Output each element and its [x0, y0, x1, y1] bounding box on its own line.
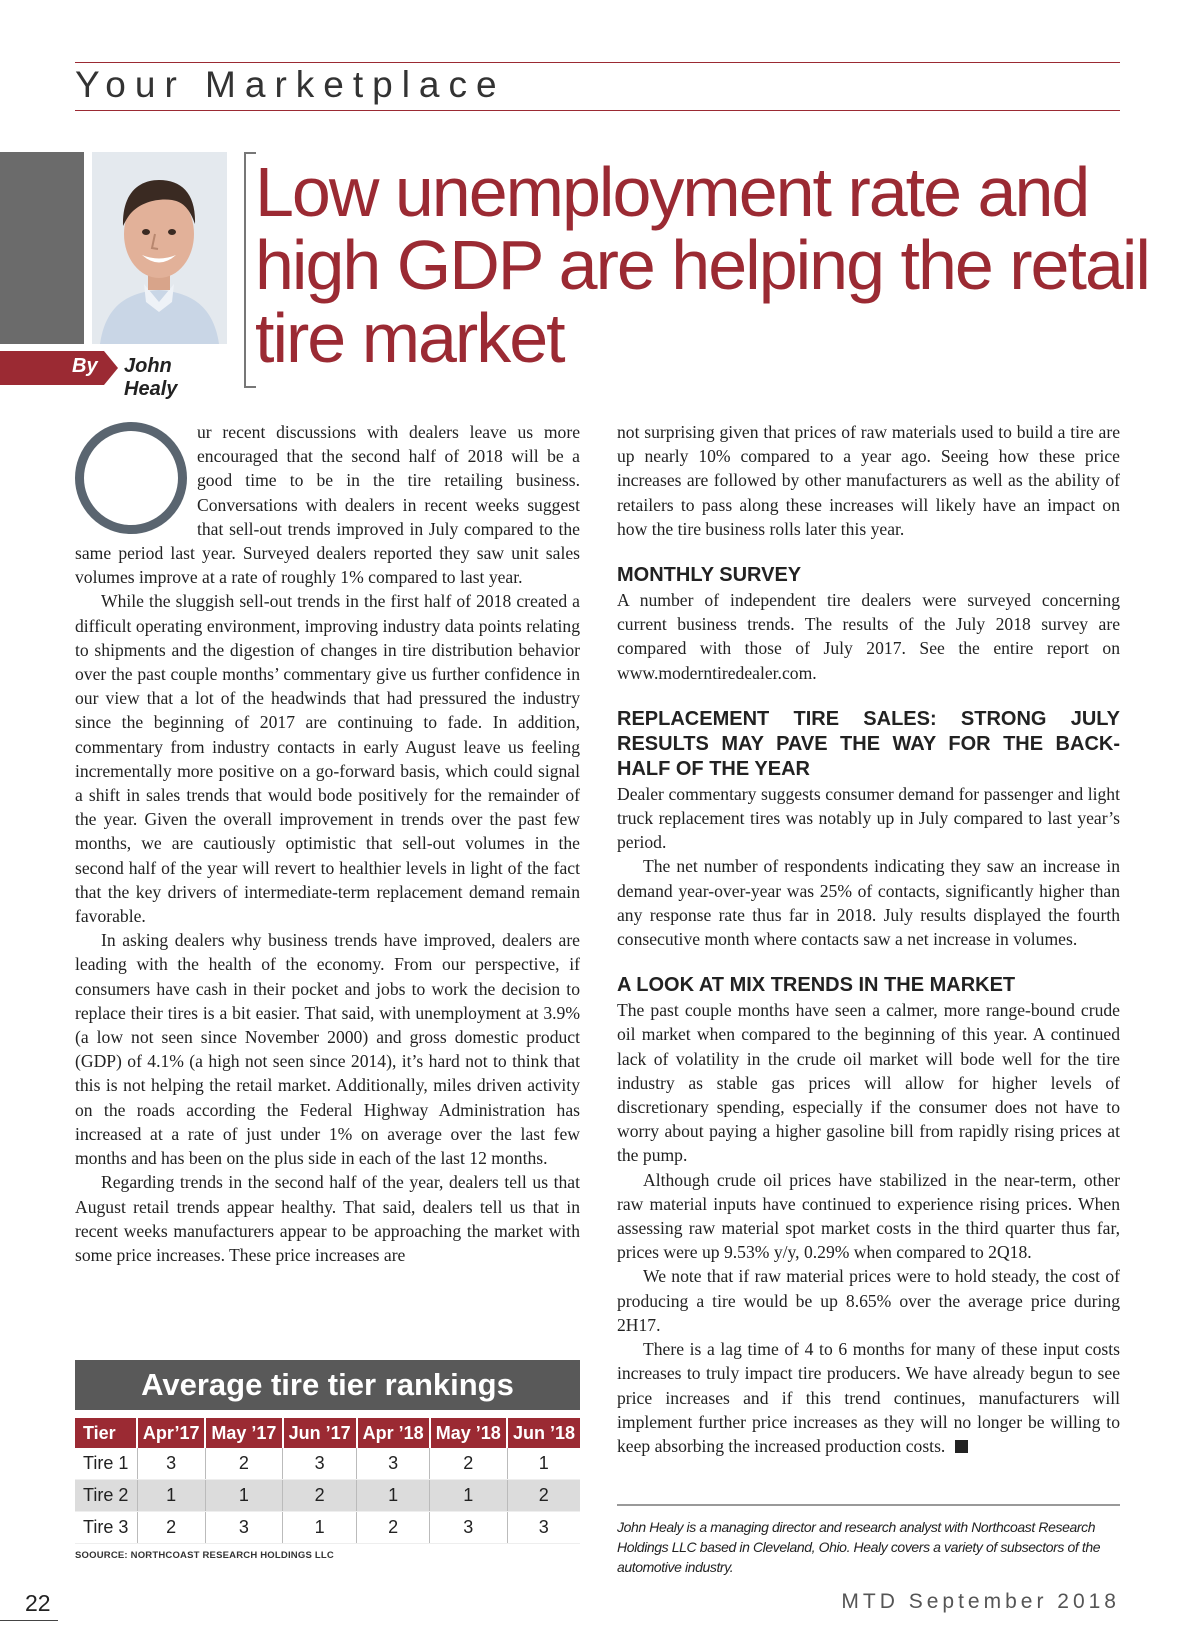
page-number-rule [0, 1620, 58, 1621]
table-cell: 1 [430, 1480, 508, 1512]
table-cell: 1 [205, 1480, 283, 1512]
headline: Low unemployment rate and high GDP are helping the retail tire market [255, 153, 1149, 377]
table-header-cell: Jun ’17 [283, 1418, 357, 1448]
table-cell: 1 [357, 1480, 430, 1512]
byline-arrow-icon [104, 351, 118, 385]
table-cell: Tire 3 [75, 1512, 137, 1544]
paragraph: The past couple months have seen a calmer, more range-bound crude oil market when compared to the beginning of this year. A continued lack of volatility in the crude oil market will bode well for the tire industry as stable gas prices will allow for higher levels of discretionary spending, especially if the consumer does not have to worry about paying a higher gasoline bill from rapidly rising prices at the pump. [617, 1000, 1120, 1166]
table-source: SOOURCE: NORTHCOAST RESEARCH HOLDINGS LLC [75, 1550, 334, 1561]
article-column-2 [617, 420, 1120, 1458]
table-cell: 3 [430, 1512, 508, 1544]
article-column-1 [75, 420, 580, 1267]
byline-by-label: By [72, 355, 98, 377]
table-cell: 2 [507, 1480, 580, 1512]
paragraph [617, 1337, 1120, 1458]
table-header-cell: Apr’17 [137, 1418, 205, 1448]
table-row [75, 1512, 580, 1544]
table-cell: 3 [137, 1448, 205, 1480]
paragraph: Although crude oil prices have stabilized in the near-term, other raw material inputs have continued to experience rising prices. When assessing raw material spot market costs in the third quarter thus far, prices were up 9.53% y/y, 0.29% when compared to 2Q18. [617, 1169, 1120, 1263]
paragraph: We note that if raw material prices were to hold steady, the cost of producing a tire would be up 8.65% over the average price during 2H17. [617, 1266, 1120, 1335]
byline [0, 351, 227, 400]
table-row [75, 1448, 580, 1480]
publication-footer: MTD September 2018 [841, 1590, 1120, 1613]
subheading-monthly-survey: MONTHLY SURVEY [617, 564, 802, 587]
table-cell: 3 [507, 1512, 580, 1544]
table-header-cell: Tier [75, 1418, 137, 1448]
table-header-row [75, 1418, 580, 1448]
table-cell: 1 [507, 1448, 580, 1480]
end-mark-icon [955, 1440, 968, 1453]
table-cell: 3 [357, 1448, 430, 1480]
bio-divider [617, 1504, 1120, 1506]
table-cell: 2 [137, 1512, 205, 1544]
subheading-mix-trends: A LOOK AT MIX TRENDS IN THE MARKET [617, 974, 1016, 997]
table-cell: 2 [357, 1512, 430, 1544]
table-cell: Tire 2 [75, 1480, 137, 1512]
paragraph: Regarding trends in the second half of the year, dealers tell us that August retail trends appear healthy. That said, dealers tell us that in recent weeks manufacturers appear to be approaching the market with some price increases. These price increases are [75, 1172, 580, 1265]
table-cell: 3 [205, 1512, 283, 1544]
paragraph: The net number of respondents indicating they saw an increase in demand year-over-year was 25% of contacts, significantly higher than any response rate thus far in 2018. July results displayed the fourth consecutive month where contacts saw a net increase in volumes. [617, 856, 1120, 950]
table-cell: 2 [430, 1448, 508, 1480]
page-number: 22 [25, 1590, 51, 1616]
drop-cap [75, 422, 187, 534]
subheading-replacement-tire-sales: REPLACEMENT TIRE SALES: STRONG JULY RESULTS MAY PAVE THE WAY FOR THE BACK-HALF OF THE YEAR [617, 707, 1120, 780]
table-cell: 1 [137, 1480, 205, 1512]
header-bottom-rule [75, 110, 1120, 111]
table-cell: 2 [205, 1448, 283, 1480]
header-top-rule [75, 62, 1120, 63]
section-title: Your Marketplace [75, 64, 506, 105]
paragraph: A number of independent tire dealers were surveyed concerning current business trends. The results of the July 2018 survey are compared with those of July 2017. See the entire report on www.moderntiredealer.com. [617, 590, 1120, 683]
table-row [75, 1480, 580, 1512]
table-cell: 2 [283, 1480, 357, 1512]
table-header-cell: May ’17 [205, 1418, 283, 1448]
author-bio: John Healy is a managing director and research analyst with Northcoast Research Holdings LLC based in Cleveland, Ohio. Healy covers a variety of subsectors of the automotive industry. [617, 1519, 1101, 1575]
paragraph [75, 420, 580, 589]
table-cell: 1 [283, 1512, 357, 1544]
paragraph: While the sluggish sell-out trends in the first half of 2018 created a difficult operating environment, improving industry data points relating to shipments and the digestion of changes in tire distribution behavior over the past couple months’ commentary give us further confidence in our view that a lot of the headwinds that had pressured the industry since the beginning of 2017 are continuing to fade. In addition, commentary from industry contacts in early August leave us feeling incrementally more positive on a go-forward basis, which could signal a shift in sales trends that would bode positively for the remainder of the year. Given the overall improvement in trends over the past few months, we are cautiously optimistic that sell-out volumes in the second half of the year will revert to healthier levels in light of the fact that the key drivers of intermediate-term replacement demand remain favorable. [75, 591, 580, 927]
table-cell: 3 [283, 1448, 357, 1480]
decorative-gray-bar [0, 152, 84, 344]
paragraph: In asking dealers why business trends have improved, dealers are leading with the health of the economy. From our perspective, if consumers have cash in their pocket and jobs to work the decision to replace their tires is a bit easier. That said, with unemployment at 3.9% (a low not seen since November 2000) and gross domestic product (GDP) of 4.1% (a high not seen since 2014), it’s hard not to think that this is not helping the retail market. Additionally, miles driven activity on the roads according the Federal Highway Administration has increased at a rate of just under 1% on average over the last few months and has been on the plus side in each of the last 12 months. [75, 930, 580, 1169]
table-cell: Tire 1 [75, 1448, 137, 1480]
author-portrait-icon [92, 152, 227, 344]
table-title: Average tire tier rankings [75, 1360, 580, 1410]
author-name: John Healy [124, 355, 178, 400]
paragraph: Dealer commentary suggests consumer demand for passenger and light truck replacement tires was notably up in July compared to last year’s period. [617, 783, 1120, 853]
table-header-cell: Apr ’18 [357, 1418, 430, 1448]
table-header-cell: May ’18 [430, 1418, 508, 1448]
paragraph: not surprising given that prices of raw materials used to build a tire are up nearly 10% compared to a year ago. Seeing how these price increases are followed by other manufacturers as well as the ability of retailers to pass along these increases will likely have an impact on how the tire business rolls later this year. [617, 422, 1120, 539]
byline-label-box [0, 351, 104, 385]
paragraph-text: There is a lag time of 4 to 6 months for many of these input costs increases to truly impact tire producers. We have already begun to see price increases and if this trend continues, manufacturers will implement further price increases as they will no longer be willing to keep absorbing the increased production costs. [617, 1339, 1120, 1456]
paragraph-text: ur recent discussions with dealers leave us more encouraged that the second half of 2018 will be a good time to be in the tire retailing business. Conversations with dealers in recent weeks suggest that sell-out trends improved in July compared to the same period last year. Surveyed dealers reported they saw unit sales volumes improve at a rate of roughly 1% compared to last year. [75, 422, 580, 588]
tier-rankings-table [75, 1418, 580, 1544]
author-photo [92, 152, 227, 344]
table-header-cell: Jun ’18 [507, 1418, 580, 1448]
